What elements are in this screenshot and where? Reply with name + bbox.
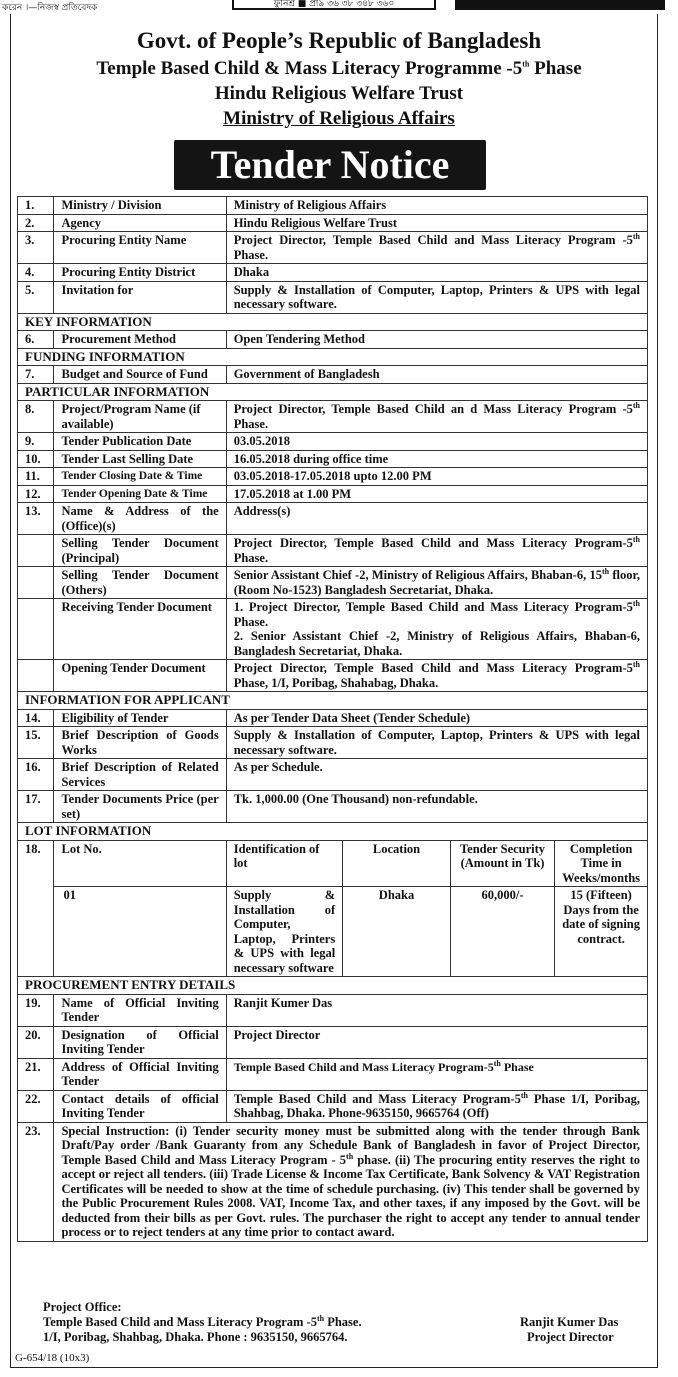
prev-article-tail: করেন ।—নিজস্ব প্রতিবেদক: [2, 3, 98, 13]
table-row: 14. Eligibility of Tender As per Tender Data Sheet (Tender Schedule): [18, 709, 648, 727]
signatory-name: Ranjit Kumer Das: [520, 1315, 619, 1329]
top-dark-box: [455, 0, 665, 10]
table-row: Selling Tender Document (Others) Senior Assistant Chief -2, Ministry of Religious Affairs, Bhaban-6, 15th floor, (Room No-1523) Bangladesh Secretariat, Dhaka.: [18, 567, 648, 599]
special-instruction-row: 23. Special Instruction: (i) Tender security money must be submitted along with the tender through Bank Draft/Pay order /Bank Guaranty from any Schedule Bank of Bangladesh in favor of Project Director, Temple Based Child and Mass Literacy Program - 5th phase. (ii) The procuring entity reserves the right to accept or reject all tenders. (iii) Trade License & Income Tax Certificate, Bank Solvency & VAT Registration Certificates will be needed to show at the time of schedule purchasing. (iv) This tender shall be governed by the Public Procurement Rules 2008. VAT, Income Tax, and other taxes, if any imposed by the Govt. will be deducted from their bills as per Govt. rules. The purchaser the right to accept any tender to annual tender process or to reject tenders at any time prior to contact award.: [18, 1122, 648, 1241]
table-row: 3. Procuring Entity Name Project Director, Temple Based Child and Mass Literacy Program -5th Phase.: [18, 232, 648, 264]
table-row: 5. Invitation for Supply & Installation of Computer, Laptop, Printers & UPS with legal necessary software.: [18, 281, 648, 313]
table-row: 8. Project/Program Name (if available) Project Director, Temple Based Child an d Mass Literacy Program -5th Phase.: [18, 401, 648, 433]
table-row: 11. Tender Closing Date & Time 03.05.2018-17.05.2018 upto 12.00 PM: [18, 468, 648, 486]
office-label: Project Office:: [43, 1300, 122, 1314]
table-row: 2. Agency Hindu Religious Welfare Trust: [18, 214, 648, 232]
table-row: 19. Name of Official Inviting Tender Ranjit Kumer Das: [18, 994, 648, 1026]
table-row: 16. Brief Description of Related Services As per Schedule.: [18, 759, 648, 791]
table-row: Receiving Tender Document 1. Project Director, Temple Based Child and Mass Literacy Program-5th Phase. 2. Senior Assistant Chief -2, Ministry of Religious Affairs, Bhaban-6, Bangladesh Secretariat, Dhaka.: [18, 599, 648, 660]
programme-title: Temple Based Child & Mass Literacy Programme -5th Phase: [96, 58, 582, 79]
table-row: 22. Contact details of official Inviting Tender Temple Based Child and Mass Literacy Program-5th Phase 1/I, Poribag, Shahbag, Dhaka. Phone-9635150, 9665764 (Off): [18, 1090, 648, 1122]
lot-header-row: 18. Lot No. Identification of lot Location Tender Security (Amount in Tk) Completion Time in Weeks/months: [18, 840, 648, 887]
table-row: 9. Tender Publication Date 03.05.2018: [18, 433, 648, 451]
top-ad-box: ফুনিশ্র ■ প্রা৯ ৩৬ ৩৮ ৩৪৮ ৩৬০: [232, 0, 436, 10]
ad-code: G-654/18 (10x3): [15, 1352, 90, 1364]
tender-notice-banner: Tender Notice: [174, 140, 486, 190]
lot-row: 01 Supply & Installation of Computer, Laptop, Printers & UPS with legal necessary software Dhaka 60,000/- 15 (Fifteen) Days from the date of signing contract.: [18, 887, 648, 977]
table-row: 7. Budget and Source of Fund Government of Bangladesh: [18, 366, 648, 384]
section-header: INFORMATION FOR APPLICANT: [18, 692, 648, 710]
govt-title: Govt. of People’s Republic of Bangladesh: [136, 28, 542, 53]
table-row: 20. Designation of Official Inviting Tender Project Director: [18, 1026, 648, 1058]
section-header: FUNDING INFORMATION: [18, 348, 648, 366]
section-header: LOT INFORMATION: [18, 823, 648, 841]
table-row: Selling Tender Document (Principal) Project Director, Temple Based Child and Mass Literacy Program-5th Phase.: [18, 535, 648, 567]
table-row: 6. Procurement Method Open Tendering Method: [18, 331, 648, 349]
office-address: 1/I, Poribag, Shahbag, Dhaka. Phone : 9635150, 9665764.: [43, 1330, 348, 1344]
tender-table: [17, 196, 648, 1242]
trust-title: Hindu Religious Welfare Trust: [214, 83, 464, 104]
table-row: 1. Ministry / Division Ministry of Religious Affairs: [18, 197, 648, 215]
office-name: Temple Based Child and Mass Literacy Program -5th Phase.: [43, 1313, 362, 1329]
ministry-title: Ministry of Religious Affairs: [223, 108, 455, 129]
section-header: PARTICULAR INFORMATION: [18, 383, 648, 401]
table-row: 15. Brief Description of Goods Works Supply & Installation of Computer, Laptop, Printers & UPS with legal necessary software.: [18, 727, 648, 759]
section-header: PROCUREMENT ENTRY DETAILS: [18, 977, 648, 995]
top-strip: [0, 0, 678, 14]
signatory-title: Project Director: [527, 1330, 614, 1344]
table-row: Opening Tender Document Project Director, Temple Based Child and Mass Literacy Program-5th Phase, 1/I, Poribag, Shahabag, Dhaka.: [18, 660, 648, 692]
table-row: 13. Name & Address of the (Office)(s) Address(s): [18, 503, 648, 535]
table-row: 21. Address of Official Inviting Tender Temple Based Child and Mass Literacy Program-5th Phase: [18, 1058, 648, 1090]
table-row: 4. Procuring Entity District Dhaka: [18, 264, 648, 282]
section-header: KEY INFORMATION: [18, 313, 648, 331]
table-row: 10. Tender Last Selling Date 16.05.2018 during office time: [18, 450, 648, 468]
table-row: 12. Tender Opening Date & Time 17.05.2018 at 1.00 PM: [18, 485, 648, 503]
table-row: 17. Tender Documents Price (per set) Tk. 1,000.00 (One Thousand) non-refundable.: [18, 791, 648, 823]
